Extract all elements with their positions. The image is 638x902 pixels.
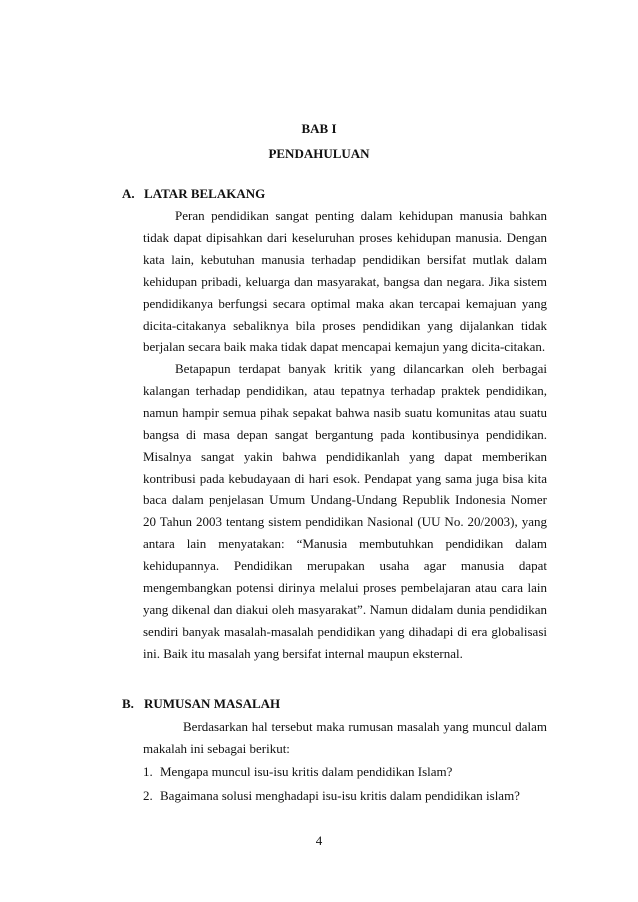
chapter-label: BAB I [301, 121, 337, 136]
chapter-title: PENDAHULUAN [268, 146, 370, 161]
list-item-text: Mengapa muncul isu-isu kritis dalam pendidikan Islam? [160, 764, 453, 779]
list-item-number: 2. [143, 788, 153, 803]
section-b-title: RUMUSAN MASALAH [144, 696, 281, 711]
section-a-heading [122, 186, 265, 202]
page-number: 4 [315, 833, 323, 848]
list-item-number: 1. [143, 764, 153, 779]
section-b-intro: Berdasarkan hal tersebut maka rumusan masalah yang muncul dalam makalah ini sebagai berikut: [143, 719, 547, 756]
section-a-title: LATAR BELAKANG [144, 186, 266, 201]
list-item [143, 784, 547, 808]
section-a-paragraph-2: Betapapun terdapat banyak kritik yang dilancarkan oleh berbagai kalangan terhadap pendidikan, atau tepatnya terhadap praktek pendidikan, namun hampir semua pihak sepakat bahwa nasib suatu komunitas atau suatu bangsa di masa depan sangat bergantung pada kontibusinya pendidikan. Misalnya sangat yakin bahwa pendidikanlah yang dapat memberikan kontribusi pada kebudayaan di hari esok. Pendapat yang sama juga bisa kita baca dalam penjelasan Umum Undang-Undang Republik Indonesia Nomer 20 Tahun 2003 tentang sistem pendidikan Nasional (UU No. 20/2003), yang antara lain menyatakan: “Manusia membutuhkan pendidikan dalam kehidupannya. Pendidikan merupakan usaha agar manusia dapat mengembangkan potensi dirinya melalui proses pembelajaran atau cara lain yang dikenal dan diakui oleh masyarakat”. Namun didalam dunia pendidikan sendiri banyak masalah-masalah pendidikan yang dihadapi di era globalisasi ini. Baik itu masalah yang bersifat internal maupun eksternal. [143, 361, 547, 661]
list-item-text: Bagaimana solusi menghadapi isu-isu kritis dalam pendidikan islam? [160, 788, 520, 803]
problem-list [143, 760, 547, 808]
list-item [143, 760, 547, 784]
section-b-heading [122, 696, 280, 712]
section-a-marker: A. [122, 186, 135, 201]
section-a-paragraph-1: Peran pendidikan sangat penting dalam kehidupan manusia bahkan tidak dapat dipisahkan dari keseluruhan proses kehidupan manusia. Dengan kata lain, kebutuhan manusia terhadap pendidikan bersifat mutlak dalam kehidupan pribadi, keluarga dan masyarakat, bangsa dan negara. Jika sistem pendidikanya berfungsi secara optimal maka akan tercapai kemajuan yang dicita-citakanya sebaliknya bila proses pendidikan yang dijalankan tidak berjalan secara baik maka tidak dapat mencapai kemajun yang dicita-citakan. [143, 208, 547, 355]
section-b-marker: B. [122, 696, 134, 711]
